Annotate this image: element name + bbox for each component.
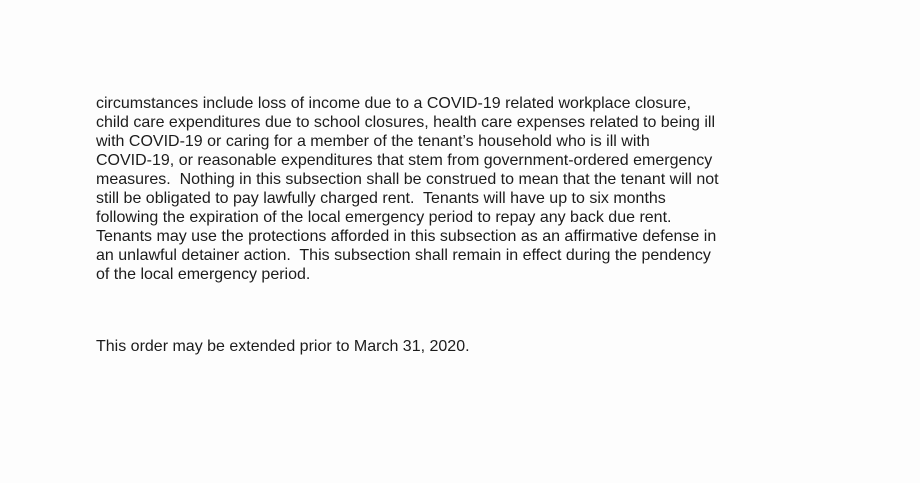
text-line: an unlawful detainer action. This subsection shall remain in effect during the pendency <box>96 247 711 264</box>
text-line: This order may be extended prior to March 31, 2020. <box>96 338 470 355</box>
text-line: with COVID-19 or caring for a member of the tenant’s household who is ill with <box>96 133 650 150</box>
text-line: child care expenditures due to school closures, health care expenses related to being ill <box>96 114 716 131</box>
text-line: following the expiration of the local emergency period to repay any back due rent. <box>96 209 672 226</box>
text-line: COVID-19, or reasonable expenditures that stem from government-ordered emergency <box>96 152 713 169</box>
paragraph-tenant-protections <box>96 94 719 284</box>
text-line: circumstances include loss of income due to a COVID-19 related workplace closure, <box>96 95 691 112</box>
text-line: of the local emergency period. <box>96 266 311 283</box>
text-line: still be obligated to pay lawfully charged rent. Tenants will have up to six months <box>96 190 666 207</box>
paragraph-extension-notice <box>96 337 470 356</box>
text-line: measures. Nothing in this subsection shall be construed to mean that the tenant will not <box>96 171 719 188</box>
text-line: Tenants may use the protections afforded in this subsection as an affirmative defense in <box>96 228 717 245</box>
